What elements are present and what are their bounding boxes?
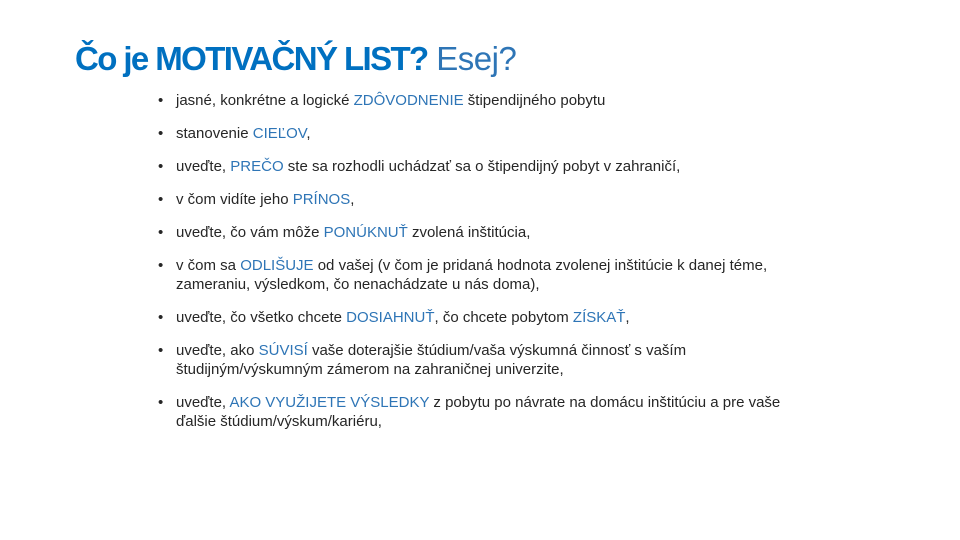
bullet-highlight: ODLIŠUJE [240,257,314,274]
bullet-text: v čom vidíte jeho [176,191,293,208]
bullet-text: stanovenie [176,125,253,142]
bullet-text: uveďte, čo všetko chcete [176,309,347,326]
bullet-marker: • [158,257,164,274]
bullet-highlight: ZDÔVODNENIE [353,92,464,109]
slide-title-main: Čo je MOTIVAČNÝ LIST? [75,40,428,77]
bullet-text: zvolená inštitúcia, [407,224,531,241]
bullet-text: vaše doterajšie štúdium/vaša výskumná činnosť s vaším študijným/výskumným zámerom na zahraničnej univerzite, [176,342,687,378]
bullet-item [158,341,818,379]
bullet-item [158,256,818,294]
bullet-item [158,223,818,242]
bullet-item [158,91,818,110]
bullet-item [158,308,818,327]
bullet-marker: • [158,158,164,175]
bullet-highlight: AKO VYUŽIJETE VÝSLEDKY [229,394,430,411]
bullet-text: , [306,125,311,142]
bullet-text: z pobytu po návrate na domácu inštitúciu a pre vaše ďalšie štúdium/výskum/kariéru, [176,394,781,430]
bullet-text: , [350,191,355,208]
bullet-marker: • [158,125,164,142]
bullet-text: uveďte, [176,394,230,411]
bullet-marker: • [158,224,164,241]
bullet-text: uveďte, [176,158,231,175]
bullet-text: jasné, konkrétne a logické [176,92,354,109]
bullet-marker: • [158,342,164,359]
bullet-highlight: PRÍNOS [292,191,351,208]
bullet-text: uveďte, ako [176,342,259,359]
bullet-text: v čom sa [176,257,241,274]
bullet-item [158,124,818,143]
bullet-text: , čo chcete pobytom [434,309,573,326]
bullet-highlight: DOSIAHNUŤ [346,309,435,326]
bullet-highlight: PREČO [230,158,284,175]
bullet-marker: • [158,191,164,208]
bullet-item [158,157,818,176]
bullet-highlight: CIEĽOV [252,125,307,142]
bullet-text: ste sa rozhodli uchádzať sa o štipendijný pobyt v zahraničí, [283,158,681,175]
bullet-item [158,393,818,431]
bullet-highlight: ZÍSKAŤ [572,309,626,326]
bullet-item [158,190,818,209]
bullet-text: od vašej (v čom je pridaná hodnota zvolenej inštitúcie k danej téme, zameraniu, výsledkom, čo nenachádzate u nás doma), [176,257,768,293]
bullet-text: , [625,309,630,326]
bullet-highlight: SÚVISÍ [258,342,308,359]
bullet-highlight: PONÚKNUŤ [323,224,408,241]
slide-title [75,35,516,83]
bullet-text: štipendijného pobytu [463,92,606,109]
bullet-marker: • [158,92,164,109]
slide-title-secondary: Esej? [436,40,517,77]
bullet-text: uveďte, čo vám môže [176,224,324,241]
bullet-marker: • [158,309,164,326]
bullet-list [158,91,818,445]
bullet-marker: • [158,394,164,411]
